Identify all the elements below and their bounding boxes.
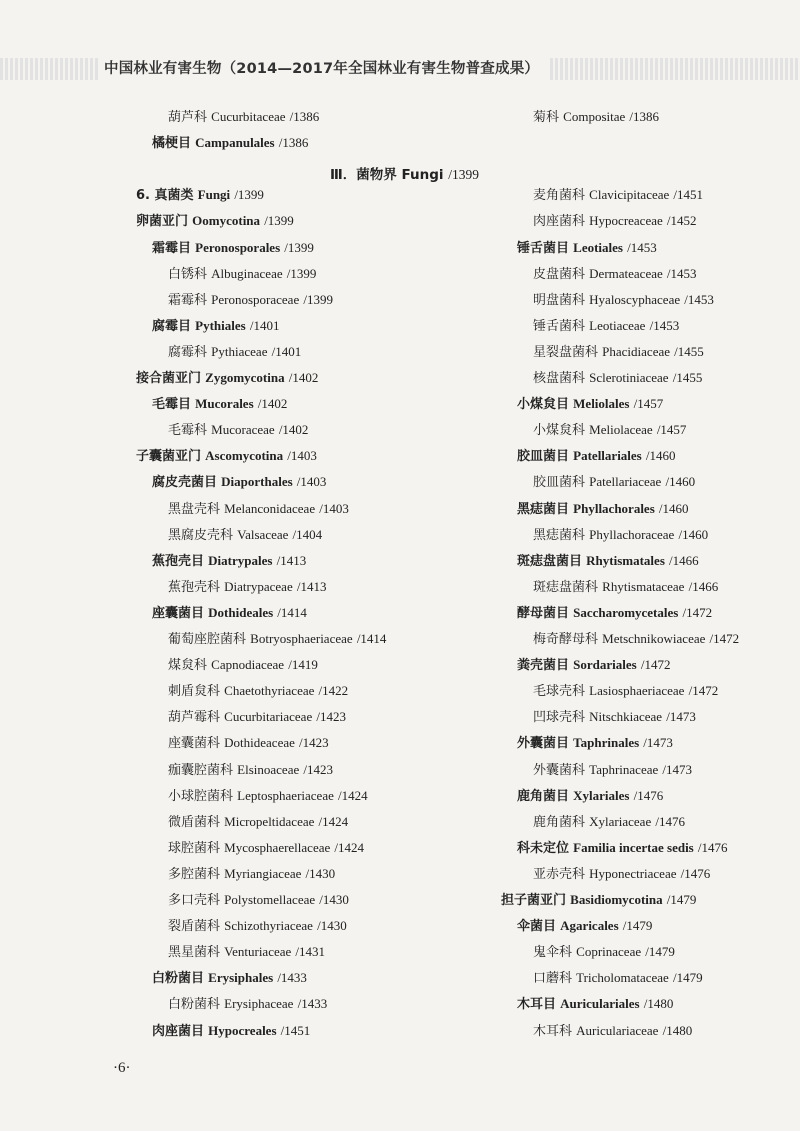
toc-entry: [533, 969, 703, 987]
toc-entry: [152, 395, 287, 413]
toc-entry-page: /1399: [234, 187, 264, 203]
toc-entry-page: /1460: [645, 448, 676, 464]
section-heading: [330, 163, 479, 183]
toc-entry-latin-name: Erysiphaceae: [224, 996, 294, 1012]
toc-entry-latin-name: Xylariaceae: [589, 813, 652, 829]
toc-entry-chinese-name: 毛霉科: [168, 423, 208, 439]
toc-entry-latin-name: Valsaceae: [237, 526, 289, 542]
toc-entry-chinese-name: 鹿角菌科: [533, 814, 586, 830]
toc-entry-chinese-name: 小煤炱科: [533, 423, 586, 439]
toc-entry-latin-name: Dermateaceae: [589, 265, 663, 281]
toc-entry: [168, 943, 325, 961]
toc-entry-chinese-name: 葡萄座腔菌科: [168, 632, 247, 647]
toc-entry-page: /1451: [673, 187, 704, 203]
toc-entry-page: /1424: [338, 787, 368, 803]
toc-entry: [517, 552, 699, 570]
toc-entry-chinese-name: 梅奇酵母科: [533, 632, 599, 647]
toc-entry-chinese-name: 星裂盘菌科: [533, 344, 599, 360]
toc-entry-page: /1453: [666, 265, 697, 281]
toc-entry-latin-name: Micropeltidaceae: [224, 813, 315, 829]
toc-entry-page: /1422: [318, 683, 349, 699]
toc-entry-chinese-name: 蕉孢壳科: [168, 579, 221, 595]
toc-entry: [168, 656, 318, 674]
toc-entry-latin-name: Hyaloscyphaceae: [589, 291, 681, 307]
toc-entry-page: /1433: [297, 996, 328, 1012]
toc-entry-page: /1430: [319, 892, 349, 907]
toc-entry-page: /1479: [672, 970, 703, 986]
toc-entry-page: /1404: [292, 526, 323, 542]
toc-entry: [533, 526, 708, 544]
toc-entry-page: /1386: [629, 109, 660, 124]
toc-entry-chinese-name: 微盾菌科: [168, 814, 221, 830]
toc-entry: [533, 708, 696, 726]
toc-entry: [517, 734, 673, 752]
toc-entry-latin-name: Patellariaceae: [589, 474, 662, 490]
toc-entry-latin-name: Diatrypaceae: [224, 578, 293, 594]
toc-entry-page: /1479: [645, 944, 675, 960]
toc-entry-chinese-name: 黑腐皮壳科: [168, 527, 234, 543]
toc-entry: [533, 943, 675, 961]
toc-entry-chinese-name: 黑星菌科: [168, 945, 221, 961]
toc-entry-page: /1466: [669, 552, 699, 568]
toc-entry: [152, 134, 308, 152]
toc-entry-latin-name: Capnodiaceae: [211, 657, 285, 673]
toc-entry-latin-name: Taphrinales: [573, 735, 640, 751]
toc-entry-page: /1472: [709, 631, 740, 646]
toc-entry-latin-name: Cucurbitariaceae: [224, 709, 313, 725]
toc-entry-page: /1460: [658, 500, 689, 516]
toc-entry-page: /1451: [280, 1022, 311, 1038]
toc-entry: [533, 369, 702, 387]
toc-entry-page: /1419: [288, 657, 318, 673]
toc-entry-latin-name: Rhytismatales: [586, 552, 665, 568]
toc-entry-chinese-name: 毛球壳科: [533, 684, 586, 700]
toc-entry-chinese-name: 座囊菌科: [168, 736, 221, 752]
toc-entry-chinese-name: 肉座菌目: [152, 1023, 205, 1039]
toc-entry-chinese-name: 肉座菌科: [533, 214, 586, 230]
toc-entry-chinese-name: 黑痣菌科: [533, 527, 586, 543]
toc-entry-page: /1476: [633, 787, 664, 803]
toc-entry-page: /1414: [277, 604, 307, 620]
toc-entry: [533, 682, 718, 700]
toc-entry: [517, 500, 689, 518]
toc-entry-chinese-name: 鬼伞科: [533, 945, 573, 961]
toc-entry-page: /1476: [697, 839, 728, 855]
toc-entry-page: /1423: [316, 709, 346, 725]
toc-entry-latin-name: Saccharomycetales: [573, 604, 679, 620]
toc-entry-chinese-name: 外囊菌科: [533, 762, 586, 778]
toc-entry-latin-name: Diatrypales: [208, 552, 273, 568]
toc-entry: [501, 891, 696, 909]
toc-entry: [533, 291, 714, 309]
toc-entry-chinese-name: 皮盘菌科: [533, 266, 586, 282]
toc-entry-chinese-name: 黑盘壳科: [168, 501, 221, 517]
running-header-title: 中国林业有害生物（2014—2017年全国林业有害生物普查成果）: [100, 58, 549, 80]
toc-entry-chinese-name: 小煤炱目: [517, 397, 570, 413]
toc-entry-latin-name: Cucurbitaceae: [211, 109, 286, 124]
toc-entry-chinese-name: 斑痣盘菌目: [517, 553, 583, 569]
toc-entry-latin-name: Fungi: [197, 187, 231, 203]
toc-entry: [168, 421, 308, 439]
toc-entry: [517, 656, 670, 674]
toc-entry: [168, 108, 319, 126]
toc-entry-latin-name: Campanulales: [195, 135, 275, 151]
toc-entry-latin-name: Zygomycotina: [205, 370, 285, 385]
toc-entry-latin-name: Leotiaceae: [589, 317, 646, 333]
toc-entry-chinese-name: 橘梗目: [152, 136, 192, 152]
toc-entry-chinese-name: 木耳科: [533, 1023, 573, 1039]
toc-entry: [517, 447, 676, 465]
toc-entry-latin-name: Metschnikowiaceae: [602, 631, 706, 646]
toc-entry-chinese-name: 斑痣盘菌科: [533, 579, 599, 595]
toc-entry-chinese-name: 球腔菌科: [168, 840, 221, 856]
toc-entry: [533, 212, 697, 230]
toc-entry-chinese-name: 多腔菌科: [168, 866, 221, 882]
toc-entry-latin-name: Compositae: [563, 109, 626, 124]
toc-entry: [168, 265, 316, 283]
toc-entry-page: /1472: [688, 683, 719, 699]
toc-entry-chinese-name: 菊科: [533, 110, 560, 125]
toc-entry: [168, 995, 327, 1013]
toc-entry-chinese-name: 亚赤壳科: [533, 866, 586, 882]
toc-entry-page: /1399: [286, 265, 317, 281]
toc-entry-chinese-name: 卵菌亚门: [136, 214, 189, 230]
toc-entry: [517, 839, 728, 857]
toc-entry-chinese-name: 伞菌目: [517, 919, 557, 935]
toc-entry: [168, 813, 348, 831]
section-heading-label: Ⅲ．菌物界 Fungi: [330, 167, 444, 183]
toc-entry: [168, 291, 333, 309]
toc-entry-page: /1401: [249, 317, 280, 333]
toc-entry: [152, 239, 314, 257]
toc-entry-latin-name: Hypocreales: [208, 1022, 277, 1038]
toc-entry-page: /1399: [284, 239, 314, 255]
toc-entry-chinese-name: 锤舌菌目: [517, 240, 570, 256]
toc-entry-latin-name: Erysiphales: [208, 970, 274, 986]
toc-entry-chinese-name: 白粉菌目: [152, 971, 205, 987]
toc-entry-page: /1453: [627, 239, 657, 255]
toc-entry-latin-name: Taphrinaceae: [589, 761, 659, 777]
toc-entry-chinese-name: 麦角菌科: [533, 188, 586, 204]
toc-entry: [533, 813, 685, 831]
toc-entry: [533, 865, 710, 883]
toc-entry-latin-name: Hyponectriaceae: [589, 865, 677, 881]
toc-entry-chinese-name: 胶皿菌科: [533, 475, 586, 491]
toc-entry: [517, 787, 663, 805]
toc-entry-page: /1413: [296, 578, 327, 594]
toc-entry-chinese-name: 明盘菌科: [533, 292, 586, 308]
toc-entry-latin-name: Ascomycotina: [205, 448, 284, 464]
toc-entry-page: /1473: [666, 709, 696, 725]
toc-entry: [517, 995, 673, 1013]
toc-entry: [168, 787, 368, 805]
toc-entry-page: /1414: [356, 631, 387, 646]
toc-entry-page: /1472: [640, 657, 671, 673]
toc-entry-latin-name: Polystomellaceae: [224, 892, 316, 907]
toc-entry-latin-name: Mycosphaerellaceae: [224, 839, 331, 855]
toc-entry-latin-name: Mucorales: [195, 396, 254, 412]
toc-entry: [168, 708, 346, 726]
toc-entry-chinese-name: 腐霉科: [168, 344, 208, 360]
toc-entry: [168, 526, 322, 544]
page-number: ·6·: [113, 1060, 131, 1076]
toc-entry-latin-name: Rhytismataceae: [602, 578, 685, 594]
toc-entry-page: /1403: [287, 448, 317, 464]
toc-entry-latin-name: Patellariales: [573, 448, 642, 464]
toc-entry-page: /1466: [688, 578, 719, 594]
toc-entry-latin-name: Xylariales: [573, 787, 630, 803]
toc-entry-latin-name: Oomycotina: [192, 213, 261, 229]
toc-entry-chinese-name: 白锈科: [168, 266, 208, 282]
toc-entry-latin-name: Lasiosphaeriaceae: [589, 683, 685, 699]
toc-entry: [533, 317, 679, 335]
toc-entry-page: /1413: [276, 552, 307, 568]
toc-entry: [168, 682, 348, 700]
toc-entry-page: /1423: [299, 735, 329, 751]
toc-entry-latin-name: Phyllachoraceae: [589, 526, 675, 542]
toc-entry-latin-name: Leotiales: [573, 239, 623, 255]
toc-entry-page: /1386: [289, 109, 320, 124]
toc-entry-chinese-name: 腐霉目: [152, 318, 192, 334]
toc-entry-chinese-name: 座囊菌目: [152, 605, 205, 621]
toc-entry: [168, 630, 386, 648]
toc-entry-page: /1430: [317, 918, 347, 934]
toc-entry: [517, 604, 712, 622]
toc-entry-page: /1460: [678, 526, 709, 542]
toc-entry: [533, 186, 703, 204]
toc-entry: [136, 447, 317, 465]
toc-entry: [168, 891, 349, 909]
toc-entry-page: /1403: [296, 474, 327, 490]
toc-entry-chinese-name: 木耳目: [517, 997, 557, 1013]
toc-entry-chinese-name: 口蘑科: [533, 971, 573, 987]
toc-entry-chinese-name: 凹球壳科: [533, 710, 586, 726]
toc-entry: [168, 500, 349, 518]
toc-entry: [152, 604, 307, 622]
toc-entry-page: /1480: [643, 996, 674, 1012]
toc-entry-latin-name: Basidiomycotina: [570, 892, 663, 907]
toc-entry: [533, 421, 686, 439]
toc-entry-latin-name: Chaetothyriaceae: [224, 683, 315, 699]
toc-entry-page: /1457: [633, 396, 664, 412]
toc-entry: [533, 473, 695, 491]
toc-entry-chinese-name: 煤炱科: [168, 658, 208, 674]
toc-entry-chinese-name: 霜霉目: [152, 240, 192, 256]
toc-entry: [168, 734, 329, 752]
toc-entry: [533, 108, 659, 126]
toc-entry-chinese-name: 蕉孢壳目: [152, 553, 205, 569]
toc-entry-latin-name: Phacidiaceae: [602, 343, 670, 359]
toc-entry: [517, 239, 657, 257]
toc-entry-latin-name: Diaporthales: [221, 474, 293, 490]
toc-entry-chinese-name: 黑痣菌目: [517, 501, 570, 517]
toc-entry-page: /1460: [665, 474, 696, 490]
toc-entry-chinese-name: 锤舌菌科: [533, 318, 586, 334]
toc-entry-latin-name: Familia incertae sedis: [573, 839, 694, 855]
toc-entry-page: /1399: [264, 213, 294, 229]
toc-entry-chinese-name: 外囊菌目: [517, 736, 570, 752]
toc-entry: [152, 969, 307, 987]
toc-entry-chinese-name: 多口壳科: [168, 893, 221, 908]
toc-entry-page: /1457: [656, 422, 687, 438]
toc-entry-page: /1476: [655, 813, 685, 829]
toc-entry-chinese-name: 酵母菌目: [517, 605, 570, 621]
toc-entry-latin-name: Auriculariaceae: [576, 1022, 659, 1038]
section-heading-page: /1399: [448, 167, 479, 182]
toc-entry: [533, 343, 704, 361]
toc-entry-chinese-name: 霜霉科: [168, 292, 208, 308]
toc-entry-latin-name: Dothideales: [208, 604, 274, 620]
toc-entry-page: /1403: [319, 500, 349, 516]
toc-entry-latin-name: Elsinoaceae: [237, 761, 300, 777]
toc-entry: [517, 395, 663, 413]
toc-entry-page: /1402: [288, 370, 319, 385]
toc-entry: [168, 839, 364, 857]
toc-entry-latin-name: Coprinaceae: [576, 944, 642, 960]
toc-entry-latin-name: Sordariales: [573, 657, 637, 673]
toc-entry-chinese-name: 痂囊腔菌科: [168, 762, 234, 778]
toc-entry: [168, 865, 335, 883]
toc-entry: [533, 761, 692, 779]
toc-entry: [168, 761, 333, 779]
toc-entry-chinese-name: 担子菌亚门: [501, 893, 567, 908]
toc-entry-latin-name: Pythiaceae: [211, 343, 268, 359]
toc-entry: [152, 1022, 310, 1040]
toc-entry: [533, 578, 718, 596]
toc-entry: [136, 369, 318, 387]
toc-entry-chinese-name: 毛霉目: [152, 397, 192, 413]
toc-entry-chinese-name: 腐皮壳菌目: [152, 475, 218, 491]
toc-entry-latin-name: Botryosphaeriaceae: [250, 631, 353, 646]
toc-entry-page: /1401: [271, 343, 302, 359]
toc-entry-page: /1473: [662, 761, 693, 777]
toc-entry-chinese-name: 裂盾菌科: [168, 919, 221, 935]
toc-entry: [136, 212, 294, 230]
toc-entry-chinese-name: 6. 真菌类: [136, 188, 194, 204]
toc-entry-latin-name: Meliolales: [573, 396, 630, 412]
toc-entry-latin-name: Agaricales: [560, 918, 619, 934]
toc-entry-latin-name: Phyllachorales: [573, 500, 655, 516]
toc-entry-page: /1399: [303, 291, 333, 307]
toc-entry: [168, 578, 326, 596]
toc-entry-latin-name: Tricholomataceae: [576, 970, 669, 986]
toc-entry-chinese-name: 刺盾炱科: [168, 684, 221, 700]
toc-entry-page: /1472: [682, 604, 713, 620]
toc-entry-chinese-name: 子囊菌亚门: [136, 449, 202, 465]
toc-entry-chinese-name: 胶皿菌目: [517, 449, 570, 465]
toc-entry-page: /1424: [334, 839, 365, 855]
toc-entry-latin-name: Dothideaceae: [224, 735, 295, 751]
toc-entry-latin-name: Peronosporales: [195, 239, 281, 255]
toc-entry-page: /1453: [684, 291, 714, 307]
toc-entry: [517, 917, 652, 935]
toc-entry-latin-name: Pythiales: [195, 317, 246, 333]
toc-entry-latin-name: Peronosporaceae: [211, 291, 300, 307]
toc-entry-page: /1473: [643, 735, 673, 751]
toc-entry: [168, 917, 347, 935]
toc-entry-page: /1433: [277, 970, 307, 986]
toc-entry: [168, 343, 301, 361]
toc-entry-latin-name: Mucoraceae: [211, 422, 275, 438]
toc-entry-chinese-name: 葫芦科: [168, 110, 208, 125]
toc-entry-latin-name: Schizothyriaceae: [224, 918, 313, 934]
toc-entry-chinese-name: 小球腔菌科: [168, 788, 234, 804]
toc-entry-chinese-name: 白粉菌科: [168, 997, 221, 1013]
toc-entry: [136, 186, 264, 204]
toc-entry-chinese-name: 粪壳菌目: [517, 658, 570, 674]
toc-entry-page: /1476: [680, 865, 711, 881]
toc-entry-latin-name: Hypocreaceae: [589, 213, 663, 229]
toc-entry: [533, 265, 697, 283]
toc-entry: [533, 1022, 692, 1040]
toc-entry-latin-name: Clavicipitaceae: [589, 187, 670, 203]
toc-entry: [152, 473, 326, 491]
toc-entry-page: /1402: [257, 396, 288, 412]
toc-entry-page: /1424: [318, 813, 349, 829]
toc-entry-latin-name: Sclerotiniaceae: [589, 370, 669, 385]
toc-entry-page: /1386: [278, 135, 309, 151]
toc-entry-page: /1453: [649, 317, 680, 333]
toc-entry-latin-name: Venturiaceae: [224, 944, 292, 960]
toc-entry-chinese-name: 鹿角菌目: [517, 788, 570, 804]
toc-entry-latin-name: Melanconidaceae: [224, 500, 316, 516]
toc-entry-latin-name: Auriculariales: [560, 996, 640, 1012]
toc-entry-page: /1455: [674, 343, 704, 359]
toc-entry: [533, 630, 739, 648]
toc-entry-latin-name: Leptosphaeriaceae: [237, 787, 334, 803]
toc-entry-latin-name: Meliolaceae: [589, 422, 653, 438]
toc-entry-page: /1430: [305, 865, 336, 881]
toc-entry-page: /1479: [622, 918, 653, 934]
toc-entry-page: /1479: [666, 892, 697, 907]
toc-entry-page: /1480: [662, 1022, 693, 1038]
toc-entry-chinese-name: 核盘菌科: [533, 371, 586, 386]
toc-entry-page: /1455: [672, 370, 703, 385]
toc-entry-page: /1423: [303, 761, 333, 777]
toc-entry-page: /1452: [666, 213, 697, 229]
toc-entry-page: /1431: [295, 944, 326, 960]
toc-entry-latin-name: Nitschkiaceae: [589, 709, 663, 725]
toc-entry: [152, 317, 279, 335]
toc-entry-latin-name: Myriangiaceae: [224, 865, 302, 881]
toc-entry-chinese-name: 接合菌亚门: [136, 371, 202, 386]
toc-entry-latin-name: Albuginaceae: [211, 265, 283, 281]
toc-entry-chinese-name: 科未定位: [517, 840, 570, 856]
toc-entry-page: /1402: [278, 422, 309, 438]
toc-entry: [152, 552, 306, 570]
toc-entry-chinese-name: 葫芦霉科: [168, 710, 221, 726]
